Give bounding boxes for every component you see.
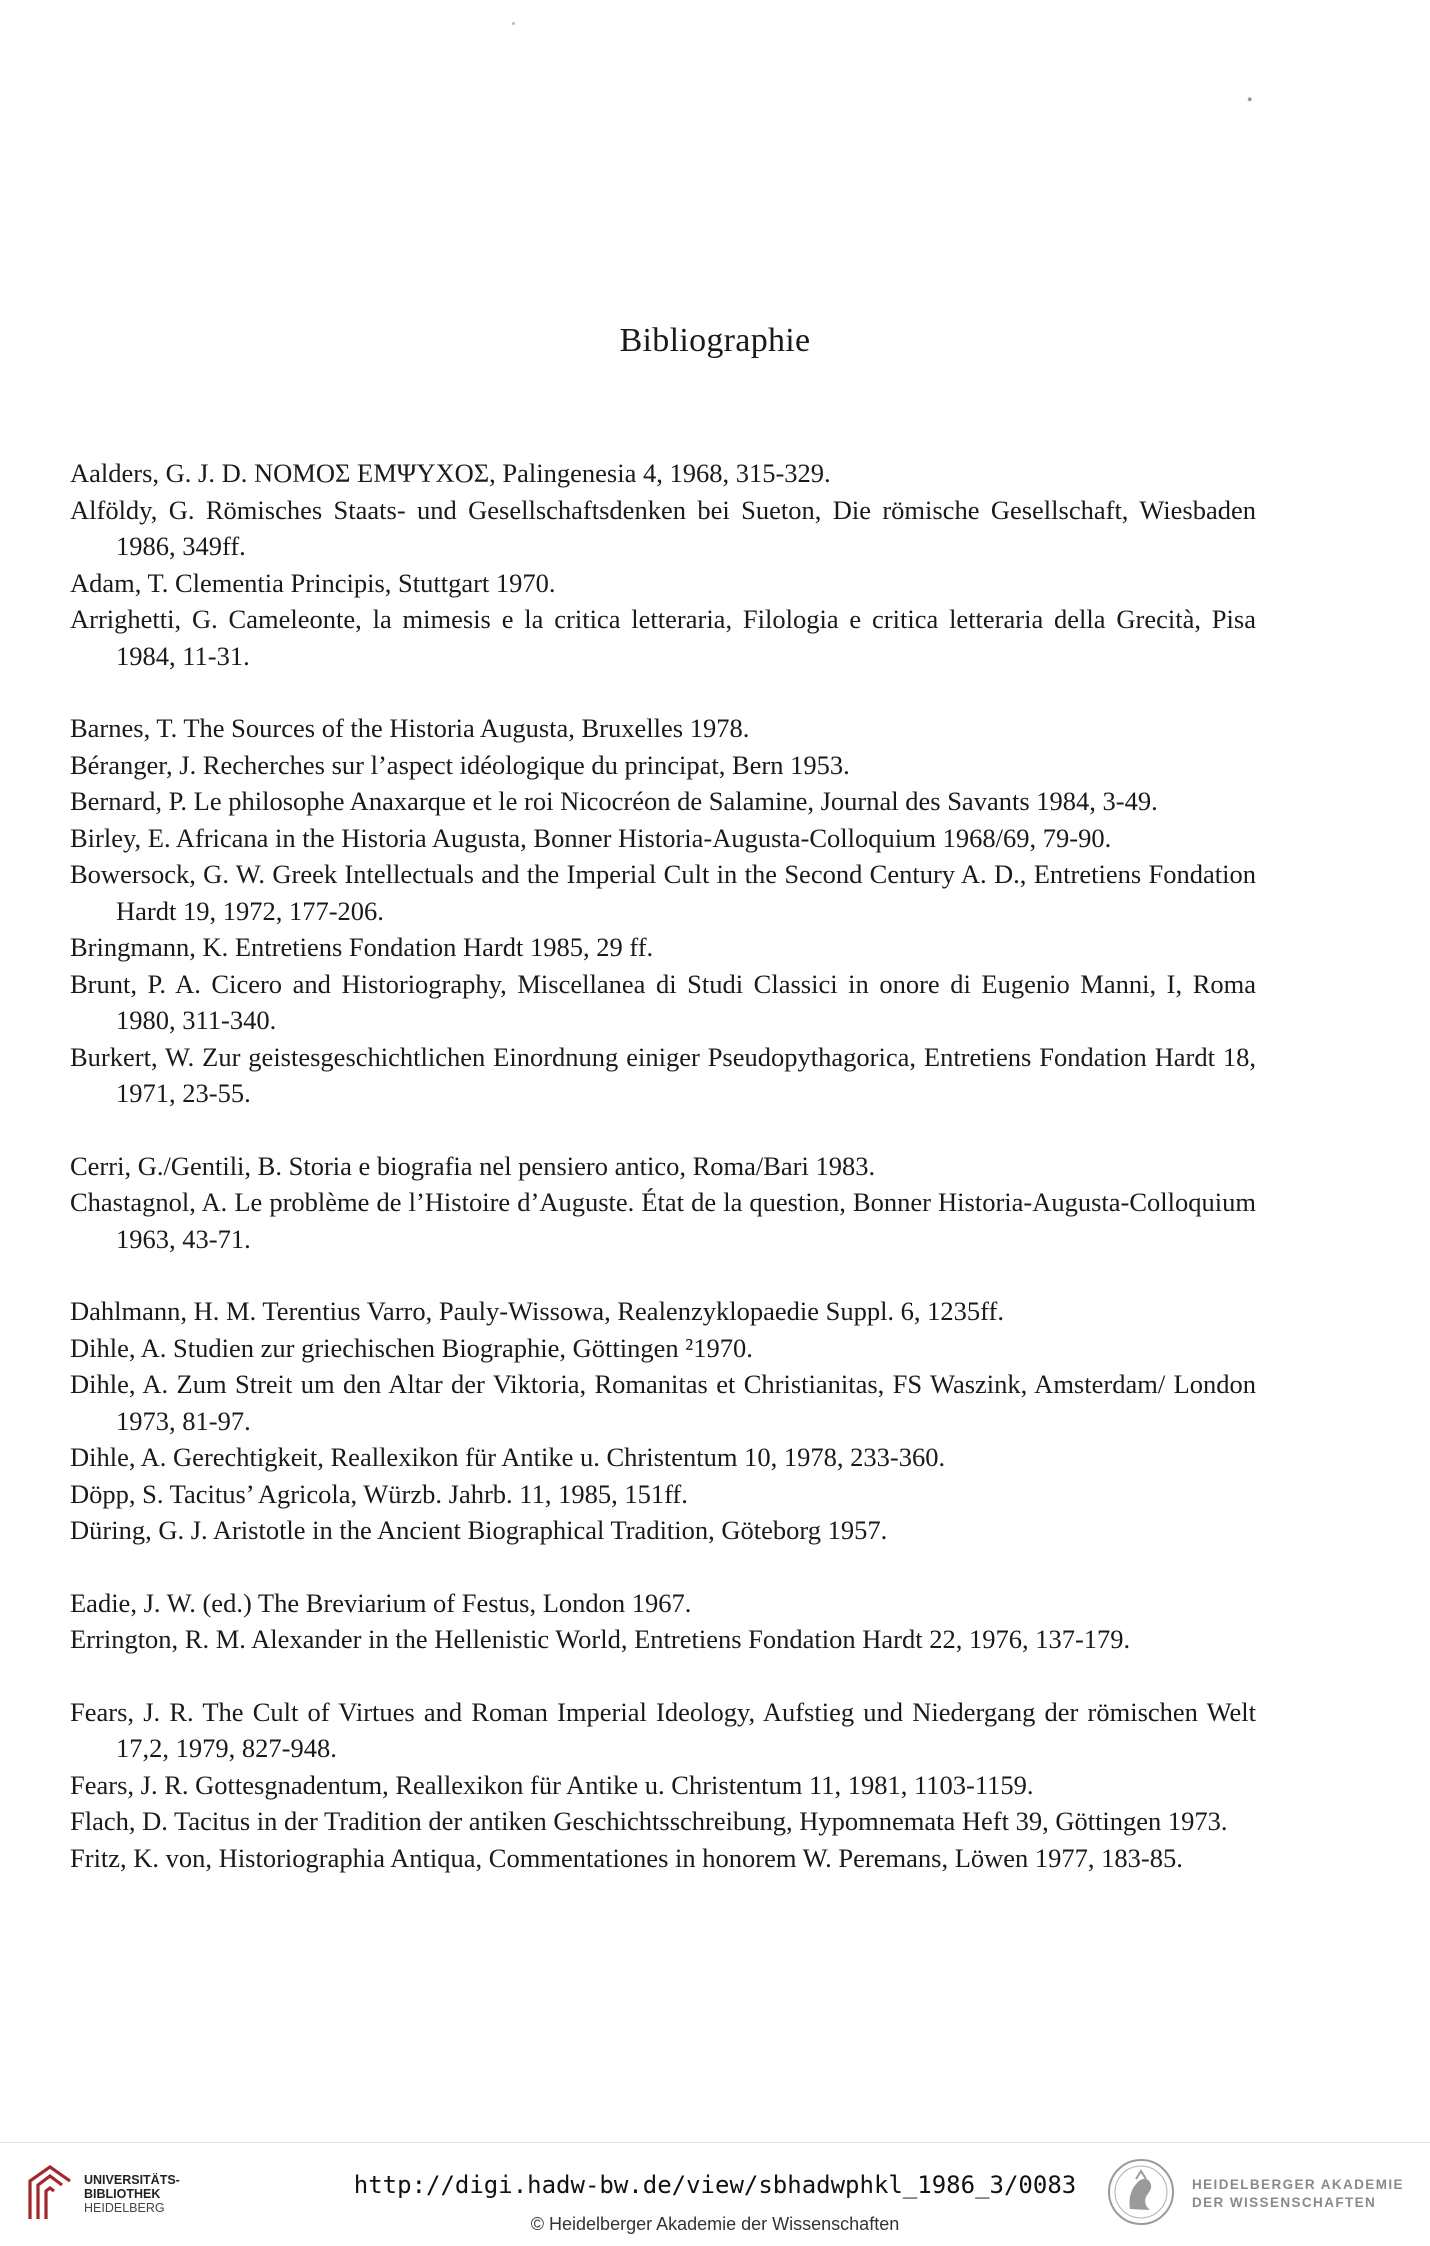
ub-logo-line: UNIVERSITÄTS- [84,2173,180,2187]
bibliography-entry: Dahlmann, H. M. Terentius Varro, Pauly-Wissowa, Realenzyklopaedie Suppl. 6, 1235ff. [70,1296,1004,1326]
bibliography-entry: Fears, J. R. The Cult of Virtues and Roman Imperial Ideology, Aufstieg und Niedergang der römischen Welt 17,2, 1979, 827-948. [70,1696,1256,1763]
page-number-mark: . [1245,72,1254,109]
bibliography-entry: Béranger, J. Recherches sur l’aspect idéologique du principat, Bern 1953. [70,749,850,780]
footer [0,2142,1430,2246]
bibliography-entry: Barnes, T. The Sources of the Historia Augusta, Bruxelles 1978. [70,713,750,743]
bibliography-group [70,1585,1256,1658]
bibliography-entry: Cerri, G./Gentili, B. Storia e biografia nel pensiero antico, Roma/Bari 1983. [70,1150,876,1181]
permalink-url[interactable]: http://digi.hadw-bw.de/view/sbhadwphkl_1986_3/0083 [353,2171,1077,2199]
bibliography-group [70,455,1256,674]
copyright-notice: © Heidelberger Akademie der Wissenschaften [530,2214,900,2234]
bibliography-group [70,1694,1256,1877]
scan-speck [512,22,515,25]
bibliography-entry: Birley, E. Africana in the Historia Augusta, Bonner Historia-Augusta-Colloquium 1968/69, 79-90. [70,822,1112,853]
page-title: Bibliographie [619,322,811,359]
bibliography-entry: Alföldy, G. Römisches Staats- und Gesellschaftsdenken bei Sueton, Die römische Gesellschaft, Wiesbaden 1986, 349ff. [70,494,1256,561]
ub-logo-line: BIBLIOTHEK [84,2187,161,2201]
bibliography-group [70,710,1256,1112]
bibliography-list [70,455,1256,1912]
academy-seal-icon [1106,2157,1176,2227]
bibliography-group [70,1148,1256,1258]
bibliography-entry: Errington, R. M. Alexander in the Hellenistic World, Entretiens Fondation Hardt 22, 1976, 137-179. [70,1624,1131,1654]
ub-logo-line: HEIDELBERG [84,2201,165,2215]
bibliography-entry: Bowersock, G. W. Greek Intellectuals and the Imperial Cult in the Second Century A. D., Entretiens Fondation Hardt 19, 1972, 177-206. [70,859,1256,926]
bibliography-entry: Chastagnol, A. Le problème de l’Histoire d’Auguste. État de la question, Bonner Historia-Augusta-Colloquium 1963, 43-71. [70,1187,1256,1254]
bibliography-entry: Adam, T. Clementia Principis, Stuttgart 1970. [70,567,556,598]
bibliography-entry: Brunt, P. A. Cicero and Historiography, Miscellanea di Studi Classici in onore di Eugenio Manni, I, Roma 1980, 311-340. [70,968,1256,1035]
bibliography-entry: Bringmann, K. Entretiens Fondation Hardt 1985, 29 ff. [70,932,654,962]
bibliography-entry: Eadie, J. W. (ed.) The Breviarium of Festus, London 1967. [70,1587,692,1618]
bibliography-entry: Fears, J. R. Gottesgnadentum, Reallexikon für Antike u. Christentum 11, 1981, 1103-1159. [70,1769,1034,1800]
bibliography-entry: Arrighetti, G. Cameleonte, la mimesis e la critica letteraria, Filologia e critica letteraria della Grecità, Pisa 1984, 11-31. [70,604,1256,671]
bibliography-entry: Dihle, A. Zum Streit um den Altar der Viktoria, Romanitas et Christianitas, FS Waszink, Amsterdam/ London 1973, 81-97. [70,1369,1256,1436]
bibliography-entry: Düring, G. J. Aristotle in the Ancient Biographical Tradition, Göteborg 1957. [70,1515,888,1545]
bibliography-entry: Burkert, W. Zur geistesgeschichtlichen Einordnung einiger Pseudopythagorica, Entretiens Fondation Hardt 18, 1971, 23-55. [70,1041,1256,1108]
bibliography-entry: Dihle, A. Gerechtigkeit, Reallexikon für Antike u. Christentum 10, 1978, 233-360. [70,1442,946,1472]
bibliography-entry: Bernard, P. Le philosophe Anaxarque et le roi Nicocréon de Salamine, Journal des Savants 1984, 3-49. [70,786,1158,816]
bibliography-entry: Aalders, G. J. D. ΝΟΜΟΣ ΕΜΨΥΧΟΣ, Palingenesia 4, 1968, 315-329. [70,458,831,488]
bibliography-entry: Flach, D. Tacitus in der Tradition der antiken Geschichtsschreibung, Hypomnemata Heft 39, Göttingen 1973. [70,1806,1228,1836]
academy-logo-text [1192,2176,1404,2212]
bibliography-group [70,1293,1256,1549]
academy-logo-line: HEIDELBERGER AKADEMIE [1192,2177,1404,2192]
bibliography-entry: Döpp, S. Tacitus’ Agricola, Würzb. Jahrb. 11, 1985, 151ff. [70,1478,688,1509]
bibliography-entry: Dihle, A. Studien zur griechischen Biographie, Göttingen ²1970. [70,1332,753,1363]
academy-logo-line: DER WISSENSCHAFTEN [1192,2195,1377,2210]
bibliography-entry: Fritz, K. von, Historiographia Antiqua, Commentationes in honorem W. Peremans, Löwen 1977, 183-85. [70,1842,1183,1873]
